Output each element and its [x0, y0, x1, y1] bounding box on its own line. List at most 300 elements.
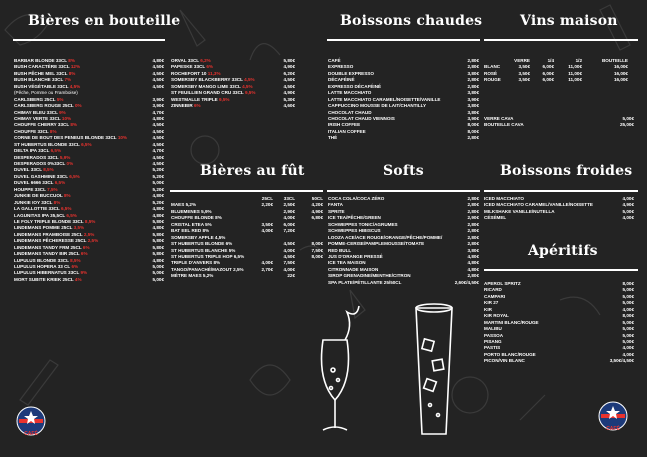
- item-price: 8,00€: [622, 313, 634, 319]
- item-price: 4,80€: [152, 58, 164, 63]
- item-price: 4,50€: [152, 141, 164, 147]
- item-price: 4,50€: [152, 70, 164, 76]
- item-price: 11,00€: [568, 77, 582, 83]
- item-price: 7,20€: [283, 228, 295, 234]
- softs-title: Softs: [383, 163, 424, 179]
- item-label: SIROP GRENADINE/MENTHE/CITRON: [328, 273, 411, 279]
- item-degree: 8%: [202, 228, 210, 234]
- item-price: 5,00€: [622, 319, 634, 325]
- item-label: LAGUNITAS IPA 35,5CL: [14, 212, 66, 218]
- item-label: BUSH PÊCHE MEL 33CL: [14, 70, 68, 76]
- item-label: FANTA: [328, 202, 343, 208]
- item-price: 3,90€: [152, 96, 164, 102]
- item-price: 2,80€: [467, 228, 479, 234]
- item-label: IRISH COFFEE: [328, 122, 361, 128]
- item-label: ST HUBERTUS BLANCHE: [171, 247, 228, 253]
- item-label: DUVEL 6666 33CL: [14, 180, 54, 186]
- item-price: 4,80€: [152, 206, 164, 212]
- item-name: [328, 135, 337, 141]
- menu-item: [328, 280, 479, 286]
- item-degree: 5%: [205, 221, 212, 227]
- item-price: 4,00€: [283, 247, 295, 253]
- vins-table: [484, 58, 638, 84]
- item-degree: 11,3%: [207, 70, 221, 76]
- item-label: SCHWEPPES HIBISCUS: [328, 228, 381, 234]
- item-label: ICED MACCHIATO: [484, 196, 524, 201]
- item-price: 4,80€: [152, 193, 164, 199]
- item-label: PASTIS: [484, 345, 501, 351]
- item-price: 3,80€: [467, 247, 479, 253]
- item-price: 2,80€: [467, 58, 479, 63]
- item-label: RED BULL: [328, 247, 352, 253]
- item-label: LUPULUS HIBERNATUS 33CL: [14, 270, 80, 276]
- item-price: 2,80€: [467, 221, 479, 227]
- item-price: 4,70€: [152, 109, 164, 115]
- item-degree: 2,5%: [83, 231, 95, 237]
- item-label: PASSOA: [484, 332, 504, 338]
- item-degree: 8%: [53, 199, 61, 205]
- item-label: WESTMALLE TRIPLE: [171, 96, 218, 102]
- item-label: LINDEMANS POMME 25CL: [14, 225, 73, 231]
- item-price: 5,00€: [152, 276, 164, 282]
- item-label: ROCHEFORT 10: [171, 70, 207, 76]
- item-degree: 4,5%: [244, 77, 255, 83]
- aperitifs-list: [484, 281, 634, 365]
- item-price: 4,70€: [152, 148, 164, 154]
- item-degree: 5,9%: [59, 154, 71, 160]
- item-degree: 6,5%: [81, 141, 92, 147]
- item-price: 4,90€: [622, 202, 634, 208]
- menu-item: [484, 215, 634, 221]
- item-price: 2,50€: [283, 202, 295, 208]
- item-price: 5,20€: [152, 173, 164, 179]
- item-label: LOOZA ACE/ACE ROUGE/ORANGE/PÊCHE/POMME/: [328, 234, 443, 240]
- item-price: 4,90€: [311, 208, 323, 214]
- item-degree: 4,5%: [242, 83, 253, 89]
- item-label: CITRONNADE MAISON: [328, 266, 379, 272]
- item-label: TRIPLE D'ANVERS: [171, 260, 213, 266]
- chaudes-title: Boissons chaudes: [340, 13, 483, 29]
- item-label: EXPRESSO DÉCAFÉINÉ: [328, 83, 382, 89]
- item-price: 5,00€: [622, 116, 634, 121]
- item-label: LATTE MACCHIATO: [328, 90, 372, 96]
- item-label: BLUEMENES: [171, 208, 200, 214]
- item-price: 7,50€: [283, 260, 295, 266]
- item-price: 4,50€: [152, 77, 164, 83]
- item-label: HOUPPE 33CL: [14, 186, 46, 192]
- item-name: [171, 103, 201, 109]
- item-price: 5,80€: [152, 251, 164, 257]
- item-label: DELTA IPA 33CL: [14, 148, 50, 154]
- column-header: 1/2: [575, 58, 582, 63]
- item-label: DUVEL 33CL: [14, 167, 42, 173]
- item-label: LINDEMANS TANDY BIR 25CL: [14, 251, 80, 257]
- item-price: 3,80€: [467, 103, 479, 109]
- item-degree: 5%: [56, 96, 64, 102]
- item-degree: 8%: [68, 58, 75, 63]
- item-degree: 9%: [59, 109, 66, 115]
- item-degree: 3,5%: [73, 225, 85, 231]
- item-label: LUPULUS HOPERA 33 CL: [14, 264, 71, 269]
- item-label: DESPERADOS 0%33CL: [14, 161, 66, 166]
- menu-item: [328, 135, 479, 141]
- item-degree: 8%: [63, 193, 71, 199]
- item-label: CAMPARI: [484, 293, 506, 299]
- bouteille-title: Bières en bouteille: [28, 13, 181, 29]
- item-label: CHIMAY VERTE 33CL: [14, 115, 61, 121]
- item-price: 4,80€: [467, 253, 479, 259]
- item-price: 4,50€: [283, 83, 295, 89]
- item-degree: 2,5%: [87, 238, 99, 244]
- item-price: 4,00€: [622, 306, 634, 312]
- item-name: [328, 280, 401, 286]
- item-label: ST FEUILLIEN GRAND CRU 33CL: [171, 90, 244, 96]
- item-price: 4,00€: [261, 260, 273, 266]
- item-price: 2,80€: [467, 135, 479, 141]
- item-label: SOMERSBY APPLE: [171, 234, 214, 240]
- froides-title: Boissons froides: [500, 163, 633, 179]
- item-degree: 9,5%: [244, 90, 256, 96]
- item-degree: 10%: [117, 135, 128, 141]
- item-price: 22€: [287, 273, 295, 279]
- item-name: [484, 77, 501, 83]
- item-label: ICE TEA/PÊCHE/GREEN: [328, 215, 381, 221]
- item-label: CHOCOLAT CHAUD: [328, 109, 372, 115]
- item-label: LE FOLY TRIPLE BLONDE 33CL: [14, 218, 84, 224]
- item-degree: 4,5%: [214, 234, 226, 240]
- item-label: LA GALLOTTIE 33CL: [14, 206, 60, 212]
- item-degree: 6,5%: [69, 173, 80, 179]
- item-label: JUS D'ORANGE PRESSÉ: [328, 253, 383, 259]
- item-price: 5,00€: [152, 264, 164, 269]
- item-label: BUSH CARACTÈRE 33CL: [14, 64, 70, 70]
- item-price: 2,80€: [467, 77, 479, 83]
- item-price: 5,80€: [152, 218, 164, 224]
- item-degree: 6%: [80, 251, 88, 257]
- item-price: 4,50€: [152, 128, 164, 134]
- item-price: 4,80€: [152, 212, 164, 218]
- item-label: MILKSHAKE VANILLE/NUTELLA: [484, 208, 555, 214]
- item-price: 5,30€: [283, 96, 295, 102]
- vins-rule: [484, 39, 638, 41]
- item-label: SOMERSBY BLACKBERRY 33CL: [171, 77, 243, 83]
- item-price: 5,00€: [622, 338, 634, 344]
- item-price: 4,50€: [152, 154, 164, 160]
- item-price: 4,50€: [152, 135, 164, 141]
- item-degree: 8%: [213, 260, 221, 266]
- item-price: 4,80€: [152, 257, 164, 263]
- item-label: ICE TEA MAISON: [328, 260, 366, 266]
- item-degree: 7%: [64, 77, 72, 83]
- item-price: 5,80€: [152, 244, 164, 250]
- item-label: ITALIAN COFFEE: [328, 128, 366, 134]
- item-degree: 12%: [70, 64, 81, 70]
- item-price: 4,80€: [152, 225, 164, 231]
- item-price: 4,00€: [622, 351, 634, 357]
- item-price: 25,00€: [619, 122, 634, 128]
- item-degree: 8,5%: [70, 257, 81, 263]
- item-degree: 8,5%: [84, 218, 96, 224]
- item-price: 16,00€: [613, 77, 628, 83]
- item-label: DESPERADOS 33CL: [14, 154, 59, 160]
- menu-item: [171, 103, 295, 109]
- item-label: BAT EEL RED: [171, 228, 202, 234]
- item-price: 3,90€: [467, 115, 479, 121]
- item-label: MORT SUBITE KRIEK 25CL: [14, 276, 74, 282]
- item-label: CARLSBERG ROUGE 25CL: [14, 103, 74, 109]
- item-degree: 6%: [206, 64, 213, 70]
- item-price: 5,00€: [622, 332, 634, 338]
- item-price: 4,00€: [261, 228, 273, 234]
- item-degree: 6%: [71, 264, 79, 269]
- item-degree: 6,5%: [54, 180, 66, 186]
- item-price: 4,00€: [622, 196, 634, 201]
- item-label: ST HUBERTUS BLONDE: [171, 241, 225, 247]
- item-price: 4,20€: [311, 202, 323, 208]
- item-label: ZINNEBIR: [171, 103, 193, 109]
- column-header: VERRE: [514, 58, 530, 63]
- item-degree: 6%: [225, 241, 233, 247]
- item-degree: 6,2%: [200, 58, 211, 63]
- item-label: POMME-CERISE/PAMPLEMOUSSE/TOMATE: [328, 241, 425, 247]
- item-price: 5,00€: [622, 293, 634, 299]
- bouteille-list-2: [171, 58, 295, 110]
- table-row: [171, 273, 323, 279]
- item-price: 3,90€: [152, 103, 164, 109]
- item-label: SPA PLATE/PÉTILLANTE 25/50CL: [328, 279, 402, 285]
- highball-glass-icon: [408, 300, 460, 440]
- item-price: 2,90€: [283, 208, 295, 214]
- item-label: KIR: [484, 306, 492, 312]
- item-price: 2,20€: [261, 202, 273, 208]
- item-price: 3,90€: [467, 96, 479, 102]
- item-label: BUSH BLANCHE 33CL: [14, 77, 64, 83]
- item-price: 4,50€: [283, 253, 295, 259]
- item-label: ORVAL 33CL: [171, 58, 199, 63]
- item-price: 2,80€: [467, 234, 479, 240]
- item-label: CHOUFFE 33CL: [14, 128, 49, 134]
- item-price: 4,00€: [283, 266, 295, 272]
- menu-item: [14, 277, 164, 283]
- item-price: 2,80€: [467, 208, 479, 214]
- item-label: SOMERSBY MANGO LIME 33CL: [171, 83, 241, 89]
- item-price: 6,00€: [283, 221, 295, 227]
- item-degree: 5%: [228, 247, 236, 253]
- cafe-logo-left: [14, 405, 48, 439]
- item-label: JUNKIE IOY 33CL: [14, 199, 53, 205]
- logo-text: CAFÉ: [24, 431, 38, 437]
- item-label: LINDEMANS FRAMBOISE 25CL: [14, 231, 83, 237]
- item-degree: 8%: [68, 70, 76, 76]
- froides-rule: [484, 190, 638, 192]
- item-label: CHIMAY BLEU 33CL: [14, 109, 58, 115]
- item-price: 3,50€: [261, 221, 273, 227]
- item-price: 5,80€: [152, 231, 164, 237]
- item-price: 16,00€: [613, 70, 628, 76]
- item-price: 3,80€: [467, 70, 479, 76]
- item-degree: 8%: [70, 122, 77, 128]
- chaudes-list: [328, 58, 479, 142]
- item-price: 4,50€: [152, 161, 164, 166]
- item-degree: 7,5%: [47, 186, 58, 192]
- item-price: 6,80€: [311, 215, 323, 221]
- item-price: 4,50€: [283, 77, 295, 83]
- column-header: 25CL: [261, 196, 273, 201]
- fut-rule: [170, 190, 323, 192]
- item-degree: 5,9%: [201, 208, 212, 214]
- item-degree: 6,5%: [50, 148, 62, 154]
- item-degree: 6,5%: [60, 206, 72, 212]
- column-header: BOUTEILLE: [601, 58, 628, 63]
- item-price: 11,00€: [568, 64, 582, 70]
- item-label: COCA COLA/COCA ZÉRO: [328, 196, 385, 201]
- item-label: LUPULUS BLONDE 33CL: [14, 257, 69, 263]
- item-price: 5,80€: [152, 238, 164, 244]
- menu-item: [484, 358, 634, 364]
- item-price: 4,50€: [283, 241, 295, 247]
- item-label: CHOUFFE BLONDE: [171, 215, 214, 221]
- item-degree: 8,5%: [43, 167, 54, 173]
- item-name: [171, 273, 213, 279]
- item-price: 6,00€: [542, 64, 554, 70]
- item-price: 6,00€: [542, 77, 554, 83]
- item-price: 5,00€: [152, 180, 164, 186]
- item-degree: 0%: [66, 161, 74, 166]
- item-degree: 9,5%: [218, 96, 230, 102]
- item-label: BARBAR BLONDE 33CL: [14, 58, 68, 63]
- item-price: 5,00€: [622, 326, 634, 332]
- item-label: BOUTEILLE CAVA: [484, 122, 524, 128]
- item-price: 4,80€: [467, 260, 479, 266]
- item-label: PORTO BLANC/ROUGE: [484, 351, 536, 357]
- item-degree: 6,5%: [66, 212, 77, 218]
- item-label: BUSH VÉGÉTABLE 33CL: [14, 83, 69, 89]
- item-price: 2,70€: [261, 266, 273, 272]
- item-label: DOUBLE EXPRESSO: [328, 70, 374, 76]
- item-label: EXPRESSO: [328, 64, 354, 70]
- item-label: PICON/VIN BLANC: [484, 358, 525, 364]
- item-degree: 4%: [74, 276, 82, 282]
- bouteille-rule: [13, 39, 165, 41]
- item-label: CHOCOLAT CHAUD VIENNOIS: [328, 115, 395, 121]
- item-price: 2,80€: [467, 202, 479, 208]
- item-degree: 4,5%: [69, 83, 81, 89]
- item-label: CAFÉ: [328, 58, 341, 63]
- item-label: APEROL SPRITZ: [484, 281, 521, 286]
- item-label: TANGO/PANACHÉ/MAZOUT: [171, 266, 232, 272]
- item-label: ROUGE: [484, 77, 501, 83]
- item-label: JUNKIE DE BUCCUOL: [14, 193, 63, 199]
- item-label: MALIBU: [484, 326, 502, 332]
- item-degree: 6,5%: [233, 253, 245, 259]
- item-price: 4,00€: [622, 215, 634, 221]
- item-label: CÉSÉMEL: [484, 215, 507, 221]
- table-row: [484, 77, 638, 83]
- item-price: 4,50€: [152, 83, 164, 89]
- item-degree: 8%: [215, 215, 222, 221]
- item-price: 4,80€: [467, 266, 479, 272]
- item-price: 3,50€: [518, 64, 530, 70]
- item-price: 16,00€: [613, 64, 628, 70]
- item-price: 3,50€: [518, 77, 530, 83]
- item-price: 4,50€: [152, 122, 164, 128]
- item-name: [484, 215, 506, 221]
- item-degree: 5,2%: [185, 202, 197, 208]
- item-label: CRISTAL ETEA: [171, 221, 204, 227]
- item-label: CAPPUCCINO MOUSSE DE LAIT/CHANTILLY: [328, 103, 427, 109]
- item-label: (Pêche, Pomme ou Framboise): [14, 90, 78, 96]
- item-price: 4,50€: [152, 64, 164, 70]
- item-degree: 0%: [74, 103, 82, 109]
- item-label: LINDEMANS PÊCHERESSE 25CL: [14, 238, 87, 244]
- item-price: 2,60€/4,50€: [454, 279, 479, 285]
- aperitifs-rule: [484, 269, 638, 271]
- item-price: 5,00€: [152, 270, 164, 276]
- item-label: VERRE CAVA: [484, 116, 514, 121]
- item-price: 8,00€: [467, 128, 479, 134]
- item-label: ROSÉ: [484, 70, 498, 76]
- fut-table: [171, 196, 323, 280]
- column-header: 1/4: [547, 58, 554, 63]
- item-label: KIR 27: [484, 300, 499, 306]
- fut-title: Bières au fût: [200, 163, 305, 179]
- item-price: 8,00€: [311, 253, 323, 259]
- logo-text: CAFÉ: [606, 426, 620, 432]
- item-label: THÉ: [328, 135, 338, 141]
- item-price: 3,50€/4,50€: [609, 358, 634, 364]
- item-label: MARTINI BLANC/ROUGE: [484, 319, 539, 325]
- item-price: 4,00€: [283, 215, 295, 221]
- item-degree: 6%: [193, 103, 201, 109]
- item-price: 2,90€: [467, 215, 479, 221]
- column-header: 33CL: [283, 196, 295, 201]
- item-price: 8,00€: [622, 281, 634, 286]
- item-price: 5,20€: [152, 186, 164, 192]
- item-price: 5,20€: [152, 199, 164, 205]
- item-label: MÈTRE MAES: [171, 273, 202, 279]
- item-price: 2,80€: [467, 83, 479, 89]
- item-label: ST HUBERTUS TRIPLE HOP: [171, 253, 233, 259]
- item-price: 4,90€: [283, 64, 295, 70]
- item-price: 6,00€: [542, 70, 554, 76]
- item-label: ICED MACCHIATO CARAMEL/VANILLE/NOISETTE: [484, 202, 593, 208]
- item-name: [484, 358, 525, 364]
- item-label: KIR ROYAL: [484, 313, 509, 319]
- item-price: 3,80€: [467, 90, 479, 96]
- cafe-logo-right: [596, 400, 630, 434]
- bouteille-list: [14, 58, 164, 283]
- item-price: 5,00€: [622, 300, 634, 306]
- item-degree: 8%: [49, 128, 57, 134]
- item-label: SCHWEPPES TONIC/AGRUMES: [328, 221, 398, 227]
- item-price: 8,00€: [467, 122, 479, 128]
- item-label: RICARD: [484, 287, 502, 293]
- item-label: DUVEL GASHMINE 33CL: [14, 173, 68, 179]
- item-degree: 2,5%: [233, 266, 244, 272]
- item-price: 2,80€: [467, 241, 479, 247]
- item-label: BLANC: [484, 64, 501, 70]
- item-label: LATTE MACCHIATO CARAMEL/NOISETTE/VANILLE: [328, 96, 441, 102]
- item-label: CORNE DE BOUT DES PENEUS BLONDE 33CL: [14, 135, 117, 141]
- item-degree: 9%: [80, 270, 88, 276]
- item-price: 4,60€: [283, 103, 295, 109]
- item-label: PISANG: [484, 338, 502, 344]
- item-price: 5,00€: [622, 208, 634, 214]
- champagne-glass-icon: [305, 300, 365, 440]
- item-price: 3,80€: [467, 109, 479, 115]
- item-name: [484, 122, 524, 128]
- item-price: 5,00€: [622, 287, 634, 293]
